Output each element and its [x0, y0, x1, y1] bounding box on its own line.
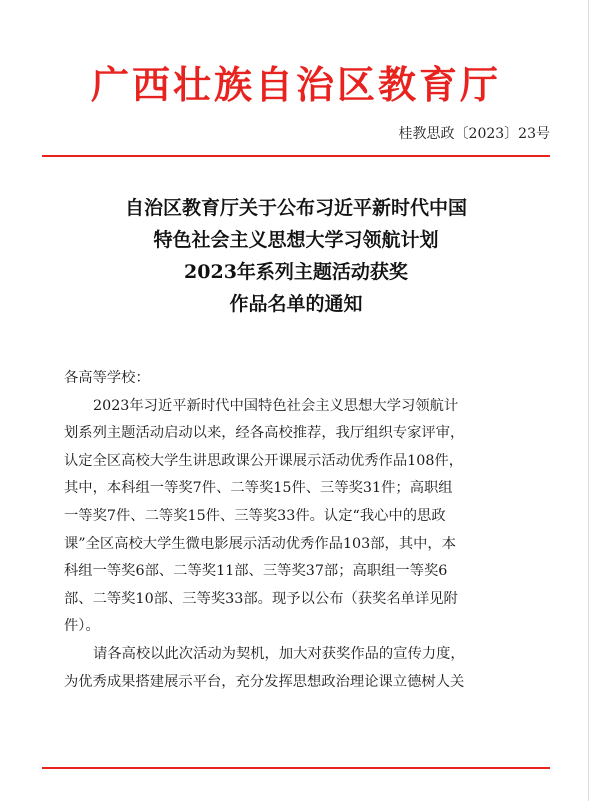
paragraph-line: 2023年习近平新时代中国特色社会主义思想大学习领航计	[93, 397, 459, 414]
paragraph-line: 划系列主题活动启动以来，经各高校推荐，我厅组织专家评审，	[64, 425, 465, 442]
title-line: 2023年系列主题活动获奖	[184, 261, 408, 283]
letterhead-red-rule	[42, 155, 550, 157]
letterhead: 广西壮族自治区教育厅	[90, 62, 501, 107]
paragraph-line: 课”全区高校大学生微电影展示活动优秀作品103部，其中，本	[64, 535, 457, 552]
paragraph-line: 认定全区高校大学生讲思政课公开课展示活动优秀作品108件，	[64, 452, 464, 469]
document-body	[64, 365, 534, 696]
title-line: 作品名单的通知	[229, 293, 363, 315]
page-edge-line	[588, 0, 589, 801]
document-title	[0, 192, 592, 320]
paragraph-line: 一等奖7件、二等奖15件、三等奖33件。认定“我心中的思政	[64, 507, 446, 524]
paragraph-line: 请各高校以此次活动为契机，加大对获奖作品的宣传力度，	[93, 645, 465, 662]
paragraph-line: 为优秀成果搭建展示平台，充分发挥思想政治理论课立德树人关	[64, 673, 465, 690]
paragraph-line: 件）。	[64, 618, 100, 635]
paragraph-line: 其中，本科组一等奖7件、二等奖15件、三等奖31件；高职组	[64, 480, 453, 497]
salutation: 各高等学校：	[64, 370, 150, 386]
title-line: 自治区教育厅关于公布习近平新时代中国	[124, 197, 467, 219]
title-line: 特色社会主义思想大学习领航计划	[153, 229, 439, 251]
footer-red-rule	[42, 767, 550, 769]
document-number: 桂教思政〔2023〕23号	[398, 126, 550, 142]
paragraph-line: 科组一等奖6部、二等奖11部、三等奖37部；高职组一等奖6	[64, 563, 448, 580]
paragraph-line: 部、二等奖10部、三等奖33部。现予以公布（获奖名单详见附	[64, 590, 458, 607]
